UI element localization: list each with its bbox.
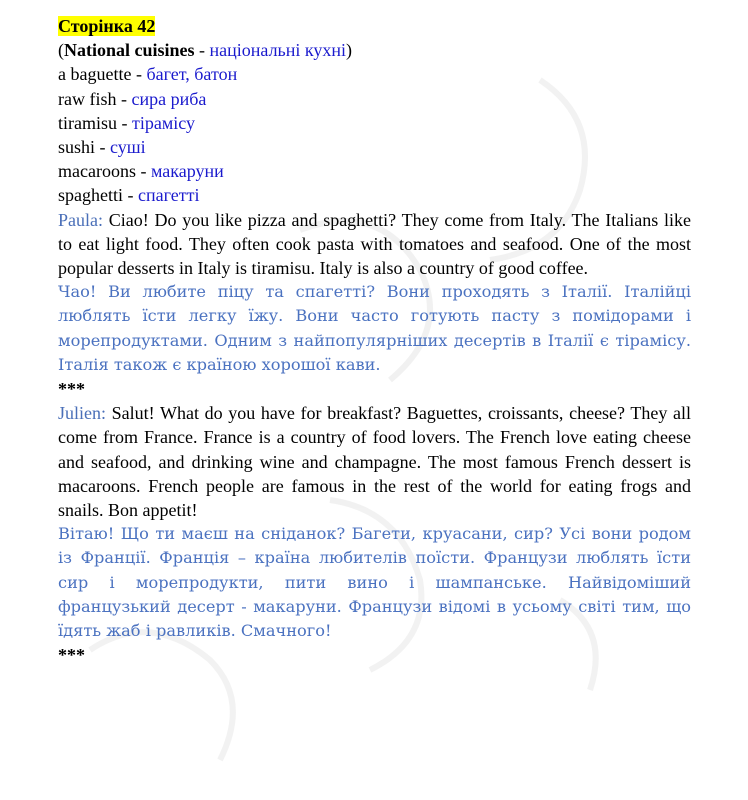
dialogue-paula <box>58 208 691 281</box>
vocab-title-en: National cuisines <box>64 40 195 61</box>
dialogue-julien <box>58 401 691 522</box>
vocab-item: tiramisu - тірамісу <box>58 112 195 133</box>
vocab-item: spaghetti - спагетті <box>58 185 200 206</box>
section-separator: *** <box>58 645 85 666</box>
section-separator: *** <box>58 379 85 400</box>
page-header <box>58 14 691 38</box>
vocab-item: a baguette - багет, батон <box>58 64 238 85</box>
dialogue-translation: Вітаю! Що ти маєш на сніданок? Багети, круасани, сир? Усі вони родом із Франції. Франція – країна любителів поїсти. Французи люблять їсти сир і морепродукти, пити вино і шампанське. Найвідоміший французький десерт - макаруни. Французи відомі в усьому світі тим, що їдять жаб і равликів. Смачного! <box>58 524 691 641</box>
vocab-item: raw fish - сира риба <box>58 88 207 109</box>
speaker-name: Paula: <box>58 209 103 230</box>
dialogue-text: Salut! What do you have for breakfast? Baguettes, croissants, cheese? They all come from France. France is a country of food lovers. The French love eating cheese and seafood, and drinking wine and champagne. The most famous French dessert is macaroons. French people are famous in the rest of the world for eating frogs and snails. Bon appetit! <box>58 403 691 521</box>
page-label: Сторінка 42 <box>58 16 156 36</box>
dialogue-translation: Чао! Ви любите піцу та спагетті? Вони проходять з Італії. Італійці люблять їсти легку їжу. Вони часто готують пасту з помідорами і морепродуктами. Одним з найпопулярніших десертів в Італії є тірамісу. Італія також є країною хорошої кави. <box>58 282 691 374</box>
vocab-title: (National cuisines - національні кухні) <box>58 40 353 61</box>
speaker-name: Julien: <box>58 403 106 424</box>
page-content <box>58 14 691 667</box>
vocab-item: macaroons - макаруни <box>58 161 224 182</box>
vocab-title-ua: національні кухні <box>209 40 347 61</box>
vocab-item: sushi - суші <box>58 137 146 158</box>
dialogue-text: Ciao! Do you like pizza and spaghetti? They come from Italy. The Italians like to eat light food. They often cook pasta with tomatoes and seafood. One of the most popular desserts in Italy is tiramisu. Italy is also a country of good coffee. <box>58 209 691 279</box>
